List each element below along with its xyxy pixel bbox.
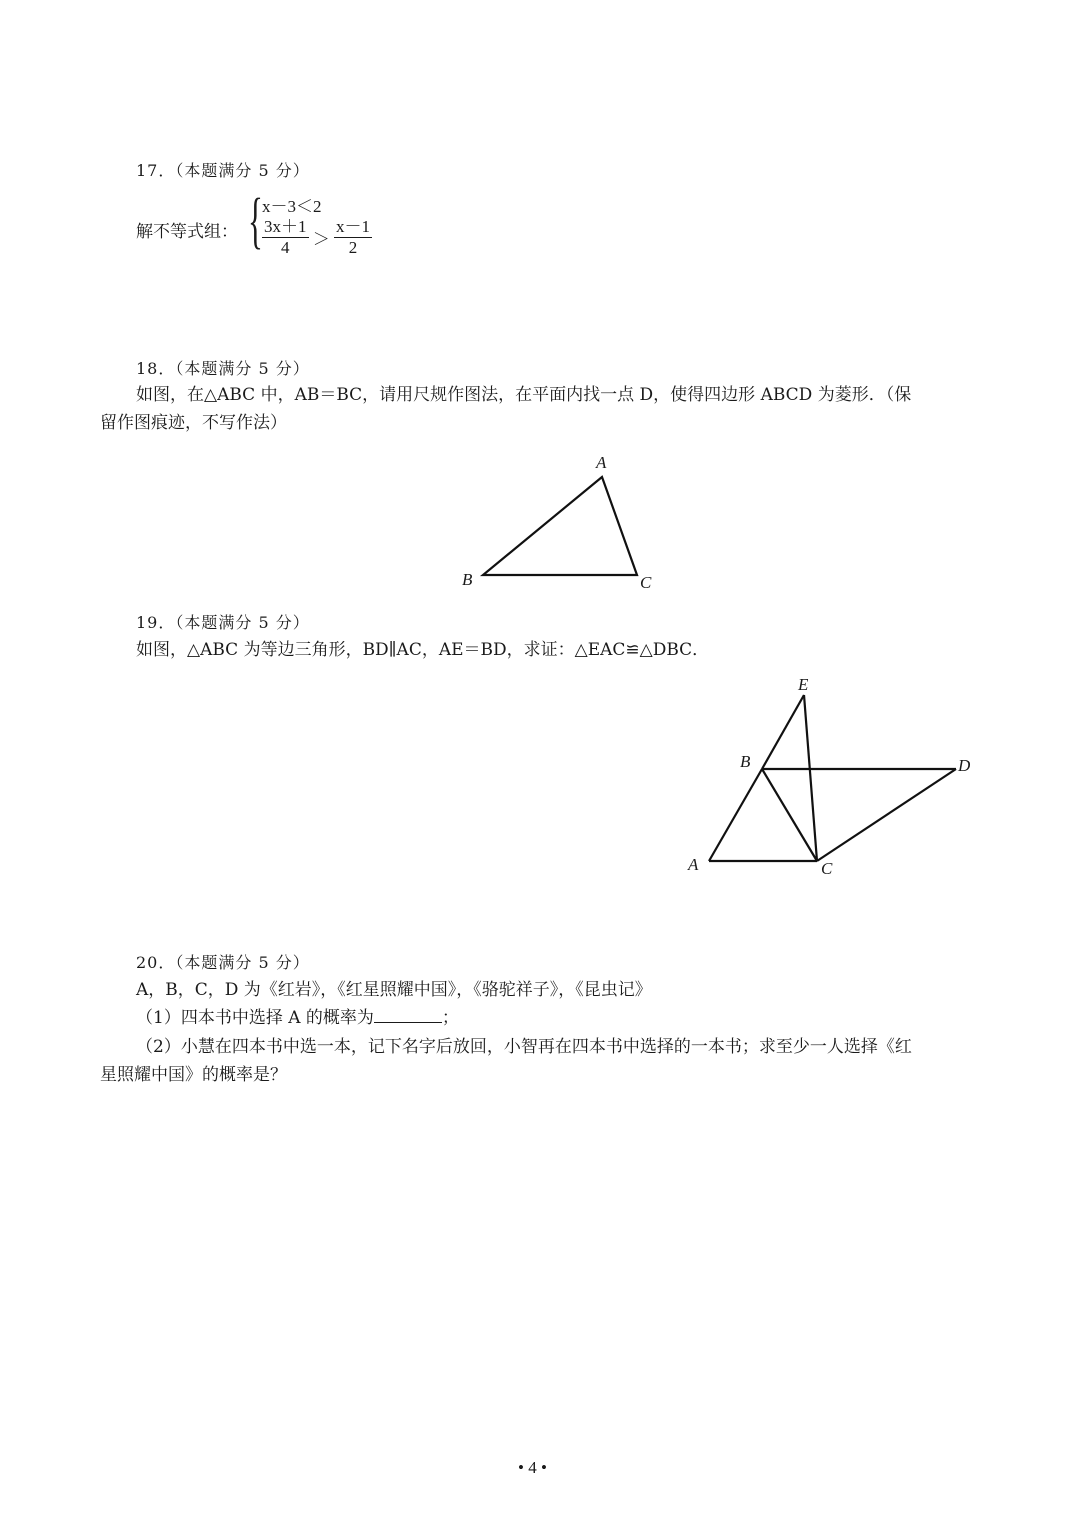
q17-operator: ＞ — [312, 230, 330, 249]
q19-label-c: C — [821, 859, 833, 878]
q19-segment-ab — [709, 769, 762, 861]
q20-part-2-line-1: （2）小慧在四本书中选一本，记下名字后放回，小智再在四本书中选择的一本书；求至少一人选择《红 — [136, 1037, 912, 1057]
q17-fraction-left-denominator: 4 — [281, 238, 290, 257]
q19-text-line-1: 如图，△ABC 为等边三角形，BD∥AC，AE＝BD，求证：△EAC≌△DBC． — [136, 640, 710, 660]
q17-fraction-right-numerator: x－1 — [336, 217, 370, 236]
q19-label-e: E — [798, 675, 809, 694]
q18-text-line-2: 留作图痕迹，不写作法） — [100, 413, 287, 433]
q20-part-2-line-2: 星照耀中国》的概率是？ — [100, 1065, 287, 1085]
q19-figure — [680, 670, 1000, 885]
q20-part-1 — [136, 1004, 459, 1032]
q18-label-b: B — [462, 570, 473, 589]
q19-header: 19．（本题满分 5 分） — [136, 613, 310, 632]
q17-fraction-right-denominator: 2 — [348, 238, 358, 257]
q17-brace: { — [248, 187, 263, 255]
q19-segment-bc — [762, 769, 817, 861]
q19-label-a: A — [688, 855, 699, 874]
q19-segment-ec — [804, 695, 817, 861]
q20-answer-blank[interactable] — [374, 1004, 442, 1023]
q19-label-d: D — [958, 756, 971, 775]
q20-part-1-suffix: ； — [441, 1008, 459, 1028]
q18-triangle-abc — [483, 477, 637, 575]
q18-triangle-figure — [450, 448, 670, 598]
q19-segment-dc — [817, 769, 956, 861]
q17-fraction-left — [262, 217, 309, 258]
q20-text-line-1: A，B，C，D 为《红岩》，《红星照耀中国》，《骆驼祥子》，《昆虫记》 — [136, 980, 652, 1000]
q17-fraction-left-numerator: 3x＋1 — [264, 217, 307, 236]
q19-label-b: B — [740, 752, 751, 771]
q18-label-a: A — [596, 453, 607, 472]
q19-segment-be — [762, 695, 804, 769]
q17-header: 17．（本题满分 5 分） — [136, 161, 310, 180]
q18-header: 18．（本题满分 5 分） — [136, 359, 310, 378]
q18-label-c: C — [640, 573, 652, 592]
page-number: • 4 • — [518, 1458, 547, 1477]
q17-inequality-2 — [262, 217, 372, 263]
q17-inequality-1: x－3＜2 — [262, 197, 322, 216]
q17-prompt: 解不等式组： — [136, 222, 238, 242]
q20-part-1-text: （1）四本书中选择 A 的概率为 — [136, 1008, 374, 1028]
q20-header: 20．（本题满分 5 分） — [136, 953, 310, 972]
q18-text-line-1: 如图，在△ABC 中，AB＝BC，请用尺规作图法，在平面内找一点 D，使得四边形 ABCD 为菱形．（保 — [136, 385, 912, 405]
q17-fraction-right — [334, 217, 372, 258]
